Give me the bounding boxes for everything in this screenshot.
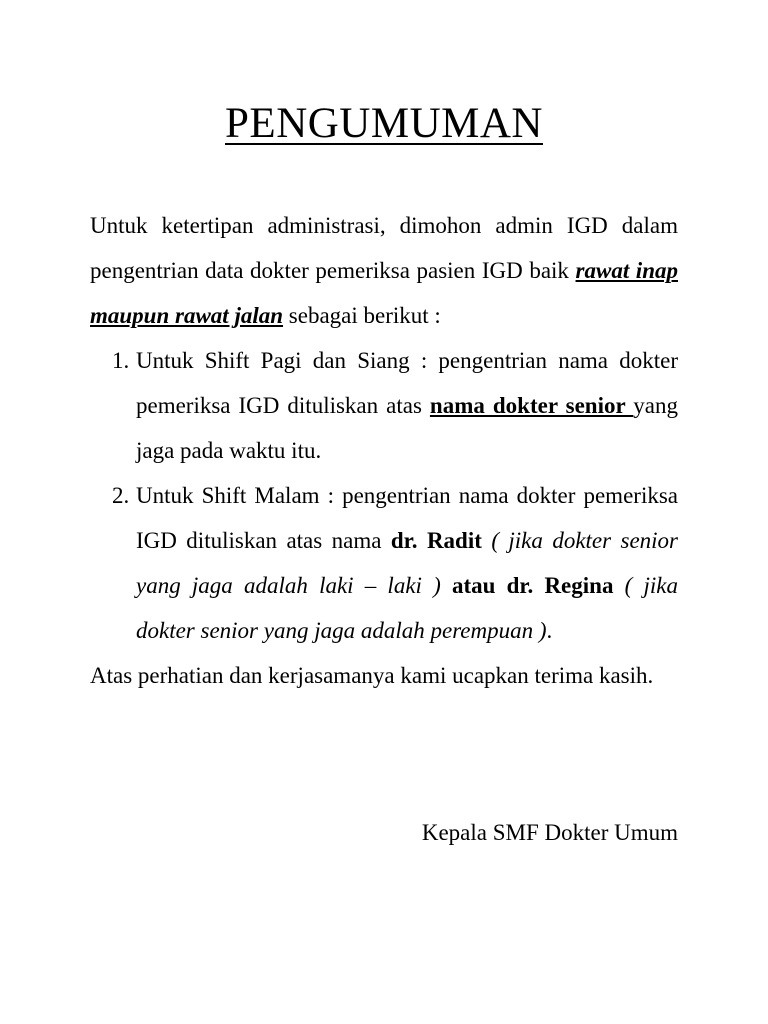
intro-paragraph: [90, 203, 678, 338]
intro-text-end: sebagai berikut :: [283, 303, 441, 328]
condition-male: ( jika dokter senior yang jaga adalah laki – laki ): [136, 528, 678, 598]
list-item-bold: nama dokter senior: [429, 393, 634, 418]
intro-emphasis: rawat inap maupun rawat jalan: [90, 258, 678, 328]
announcement-body: [90, 203, 678, 698]
list-item-text-end: .: [546, 618, 553, 643]
intro-text: Untuk ketertipan administrasi, dimohon admin IGD dalam pengentrian data dokter pemeriksa pasien IGD baik: [90, 213, 678, 283]
signature-line: Kepala SMF Dokter Umum: [421, 820, 678, 845]
doctor-name-regina: atau dr. Regina: [451, 573, 614, 598]
doctor-name-radit: dr. Radit: [390, 528, 482, 553]
list-item-text: Untuk Shift Pagi dan Siang : pengentrian nama dokter pemeriksa IGD dituliskan atas: [136, 348, 678, 418]
instruction-list: [90, 338, 678, 653]
list-item: [90, 338, 678, 473]
list-item-text-end: yang jaga pada waktu itu.: [136, 393, 679, 463]
list-item-text: Untuk Shift Malam : pengentrian nama dokter pemeriksa IGD dituliskan atas nama: [136, 483, 678, 553]
condition-female: ( jika dokter senior yang jaga adalah perempuan ): [136, 573, 678, 643]
list-item-number: 2.: [112, 483, 130, 508]
closing-paragraph: Atas perhatian dan kerjasamanya kami ucapkan terima kasih.: [90, 663, 654, 688]
list-item-number: 1.: [112, 348, 130, 373]
page-title: PENGUMUMAN: [225, 100, 543, 147]
list-item: [90, 473, 678, 653]
